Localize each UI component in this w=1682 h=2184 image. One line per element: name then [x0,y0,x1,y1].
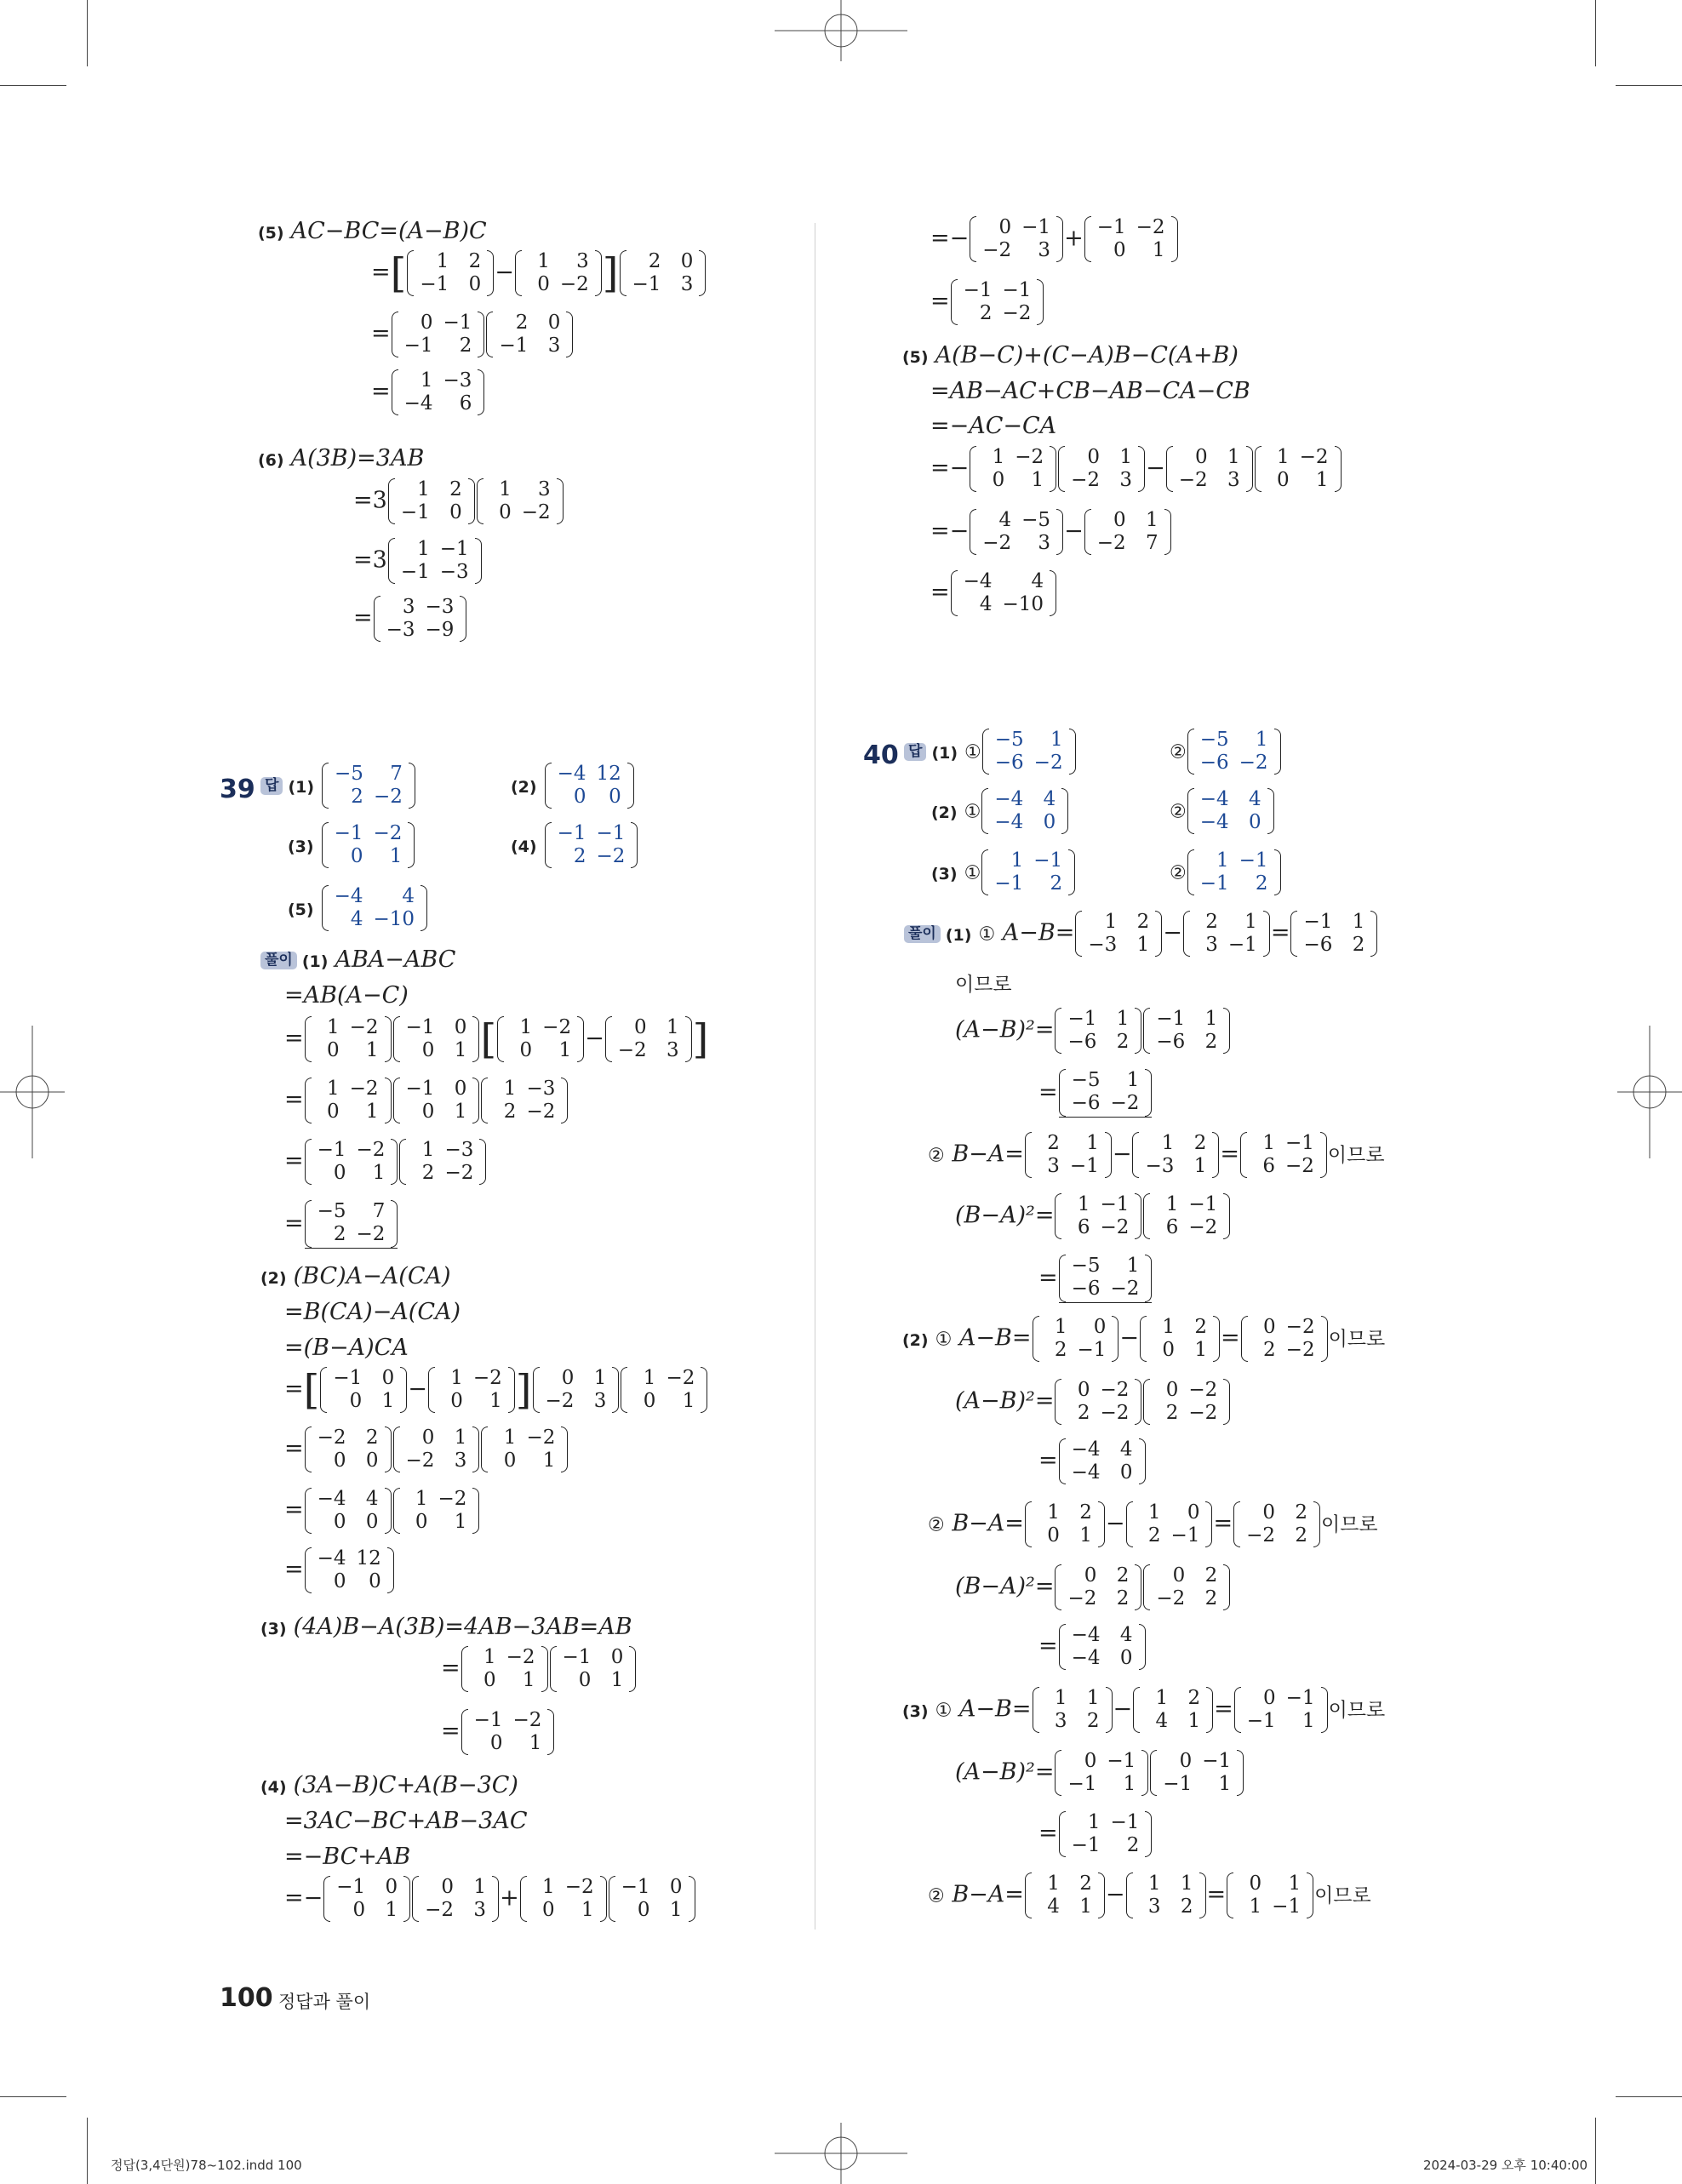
matrix: −1 0 0 1 [550,1646,637,1692]
matrix: 0 1 −2 3 [393,1426,480,1472]
matrix: 1 −3 −4 6 [392,369,485,415]
matrix: −1 1 −6 2 [1143,1008,1230,1054]
q39-ans-2: (2) −4 12 0 0 [511,763,635,809]
matrix: 4 −5 −2 3 [970,509,1063,555]
footer-title: 정답과 풀이 [278,1992,371,2012]
matrix: 1 −2 0 1 [1255,446,1342,492]
eq: = [441,1655,461,1682]
answer-badge: 답 [904,743,926,761]
eq: = [930,579,950,606]
q40-ans-3b [1170,849,1282,895]
crop-mark [1616,2096,1682,2097]
eq: = [371,320,391,347]
eq: = [1038,1632,1058,1660]
circle-two: ② [1170,741,1187,763]
expr: (A−B)²= [955,1758,1055,1786]
r5-step5: =− 4 −5 −2 3 − 0 1 −2 7 [930,509,1172,555]
r4-step2 [930,279,1044,325]
expr: AC−BC=(A−B)C [290,218,487,244]
matrix: 0 −1 −1 2 [392,312,485,357]
expr: (4A)B−A(3B)=4AB−3AB=AB [293,1614,632,1640]
p6-step3 [353,596,467,642]
solution-badge: 풀이 [904,925,941,943]
circle-one: ① [935,1329,953,1351]
matrix: −5 1 −6 −2 [1059,1255,1153,1303]
q39-sol-1-l3: = 1 −2 0 1 −1 0 0 1 [ 1 −2 0 1 − 0 1 −2 3 ] [284,1015,709,1064]
expr: A−B= [958,1695,1032,1723]
matrix: 1 −2 0 1 [497,1016,584,1062]
q39-sol-2-heading: (2) (BC)A−A(CA) [260,1263,451,1289]
expr: A−B= [1002,919,1075,946]
matrix: 0 2 −2 2 [1055,1564,1141,1610]
crop-mark [1616,85,1682,86]
q39-sol-2-l2 [284,1301,461,1324]
crop-mark [87,2118,88,2184]
matrix: −4 4 −4 0 [1059,1438,1146,1484]
r4-step1: =− 0 −1 −2 3 + −1 −2 0 1 [930,216,1179,262]
eq: = [353,604,373,632]
expr: (A−B)²= [955,1387,1055,1415]
matrix: −1 0 0 1 [609,1876,695,1922]
eq: = [930,455,950,482]
matrix: 1 1 3 2 [1126,1872,1206,1918]
q40-sol-3-l1: (3) ① A−B= 1 1 3 2 − 1 2 4 1 = 0 −1 −1 1 이므로 [902,1687,1386,1733]
expr: =(B−A)CA [284,1335,409,1361]
matrix: −2 2 0 0 [305,1426,392,1472]
matrix: −1 −2 0 1 [1084,216,1178,262]
p6-step1: =3 1 2 −1 0 1 3 0 −2 [353,478,564,524]
expr: B−A= [952,1510,1024,1537]
imeuro: 이므로 [1314,1884,1371,1907]
matrix: −1 0 0 1 [393,1016,480,1062]
matrix: 0 1 −2 3 [605,1016,692,1062]
q39-sol-2-l3 [284,1336,409,1359]
r5-line3 [930,415,1056,437]
eq: = [284,1435,304,1462]
q39-ans-1: 답 (1) −5 7 2 −2 [260,763,416,809]
circle-two: ② [1170,801,1187,823]
circle-one: ① [964,862,981,884]
q40-sol-2-l1: (2) ① A−B= 1 0 2 −1 − 1 2 0 1 = 0 −2 2 −2 이므로 [902,1316,1386,1362]
eq: = [930,225,950,252]
eq: = [284,1086,304,1113]
matrix: −4 4 −4 0 [981,788,1068,834]
q39-sol-3-heading: (3) (4A)B−A(3B)=4AB−3AB=AB [260,1614,632,1640]
matrix: 2 1 3 −1 [1025,1132,1112,1178]
expr: =−BC+AB [284,1844,411,1870]
registration-mark-top [775,0,907,61]
eq: = [284,1147,304,1175]
p6-heading: (6) A(3B)=3AB [258,445,425,472]
q40-sol-1-l7 [1038,1255,1153,1303]
matrix: −1 −2 0 1 [322,822,415,868]
matrix: −5 1 −6 −2 [1187,729,1281,775]
matrix: 1 3 0 −2 [515,250,602,296]
matrix: 1 −2 0 1 [621,1367,707,1413]
matrix: −4 4 −4 0 [1059,1624,1146,1670]
matrix: 0 −2 2 −2 [1241,1316,1328,1362]
matrix: 1 −1 6 −2 [1143,1193,1230,1239]
eq: = [284,1556,304,1583]
circle-two: ② [928,1145,945,1167]
eq: = [1038,1079,1058,1106]
q39-sol-1-heading: 풀이 (1) ABA−ABC [260,948,455,971]
crop-mark [1595,0,1596,66]
circle-one: ① [964,801,981,823]
expr: B−A= [952,1141,1024,1168]
matrix: 0 1 −2 3 [412,1876,499,1922]
matrix: 1 −1 −1 −3 [388,538,482,584]
matrix: −1 0 0 1 [393,1078,480,1123]
expr: A−B= [958,1324,1032,1352]
q40-sol-1-l3 [955,1008,1231,1054]
q40-ans-2: (2) ① −4 4 −4 0 [931,788,1069,834]
eq: = [284,1025,304,1052]
expr: =3AC−BC+AB−3AC [284,1808,528,1834]
eq: = [930,517,950,545]
eq: = [353,487,373,514]
matrix: −1 −2 0 1 [461,1709,555,1755]
eq: = [930,288,950,315]
circle-two: ② [928,1514,945,1536]
q39-sol-1-l6 [284,1200,398,1249]
p5-step1: =[ 1 2 −1 0 − 1 3 0 −2 ] 2 0 −1 3 [371,250,707,296]
matrix: 0 2 −2 2 [1233,1501,1320,1547]
q40-sol-3-l4: ② B−A= 1 2 4 1 − 1 1 3 2 = 0 1 1 −1 이므로 [928,1872,1371,1918]
matrix: −1 −1 2 −2 [951,279,1044,325]
expr: A(3B)=3AB [290,445,425,472]
matrix: −4 4 4 −10 [951,570,1056,616]
q40-sol-3-l2 [955,1750,1244,1796]
matrix: −1 −1 2 −2 [545,822,638,868]
p6-step2: =3 1 −1 −1 −3 [353,538,483,584]
circle-two: ② [1170,862,1187,884]
matrix: −1 0 0 1 [320,1367,407,1413]
registration-mark-left [0,1026,65,1158]
matrix: 1 −1 6 −2 [1240,1132,1327,1178]
matrix: −1 1 −6 2 [1055,1008,1141,1054]
matrix: 1 0 2 −1 [1126,1501,1213,1547]
matrix: 0 −2 2 −2 [1055,1379,1141,1425]
matrix: 0 1 −2 3 [1166,446,1253,492]
q40-sol-1-l4 [1038,1069,1153,1118]
matrix: 1 −2 0 1 [428,1367,515,1413]
eq: = [371,378,391,405]
matrix: −1 −2 0 1 [305,1139,398,1185]
matrix: 1 −2 0 1 [305,1016,392,1062]
matrix: 1 −1 −1 2 [981,849,1075,895]
q40-sol-1-l6 [955,1193,1231,1239]
q40-sol-2-l4: ② B−A= 1 2 0 1 − 1 0 2 −1 = 0 2 −2 2 이므로 [928,1501,1378,1547]
q39-sol-1-l4 [284,1078,569,1123]
q40-sol-2-l6 [1038,1624,1147,1670]
expr: (B−A)²= [955,1202,1055,1229]
p5-heading: (5) AC−BC=(A−B)C [258,218,487,244]
q40-ans-2b [1170,788,1275,834]
eq: = [1038,1447,1058,1474]
matrix: 1 2 −1 0 [407,250,494,296]
r5-step6 [930,570,1057,616]
matrix: 0 1 −2 3 [533,1367,620,1413]
slug-left: 정답(3,4단원)78~102.indd 100 [111,2158,302,2173]
matrix: 0 −1 −1 1 [1234,1687,1328,1733]
q39-sol-2-l7 [284,1547,395,1593]
q40-sol-1-l1: 풀이 (1) ① A−B= 1 2 −3 1 − 2 1 3 −1 = −1 1 −6 2 [904,911,1378,957]
crop-mark [0,2096,66,2097]
imeuro: 이므로 [1327,1144,1385,1167]
eq: = [284,1210,304,1238]
matrix: 1 2 −3 1 [1075,911,1162,957]
matrix: 1 −3 2 −2 [481,1078,568,1123]
q39-sol-1-l5 [284,1139,487,1185]
q40-sol-3-l3 [1038,1811,1153,1857]
imeuro: 이므로 [1328,1699,1386,1722]
matrix: −1 1 −6 2 [1290,911,1377,957]
matrix: 1 −2 0 1 [305,1078,392,1123]
matrix: 1 −2 0 1 [481,1426,568,1472]
circle-one: ① [964,741,981,763]
matrix: 1 2 0 1 [1140,1316,1220,1362]
matrix: −4 4 −4 0 [1187,788,1274,834]
expr: (A−B)²= [955,1016,1055,1043]
expr: =B(CA)−A(CA) [284,1299,461,1325]
expr: =AB(A−C) [284,982,409,1009]
registration-mark-right [1617,1026,1682,1158]
solution-badge: 풀이 [260,952,297,969]
q40-ans-1: 답 (1) ① −5 1 −6 −2 [904,729,1077,775]
registration-mark-bottom [775,2123,907,2184]
q39-sol-2-l6 [284,1488,480,1534]
expr: =−AC−CA [930,413,1057,439]
circle-two: ② [928,1885,945,1907]
matrix: −4 12 0 0 [545,763,634,809]
matrix: 0 −2 2 −2 [1143,1379,1230,1425]
q40-ans-1b [1170,729,1282,775]
matrix: −5 7 2 −2 [305,1200,398,1249]
q39-sol-2-l4: =[ −1 0 0 1 − 1 −2 0 1 ] 0 1 −2 3 1 −2 0 1 [284,1367,708,1413]
q39-sol-4-l2 [284,1810,528,1832]
matrix: −5 1 −6 −2 [1059,1069,1153,1118]
p5-step3 [371,369,485,415]
q39-ans-4: (4) −1 −1 2 −2 [511,822,638,868]
matrix: −1 0 0 1 [323,1876,410,1922]
matrix: 1 −3 2 −2 [399,1139,486,1185]
expr: A(B−C)+(C−A)B−C(A+B) [935,342,1239,369]
q39-sol-4-heading: (4) (3A−B)C+A(B−3C) [260,1772,518,1798]
page-number: 100 [220,1983,273,2013]
expr: =AB−AC+CB−AB−CA−CB [930,378,1250,404]
matrix: 2 1 3 −1 [1183,911,1270,957]
q39-ans-5: (5) −4 4 4 −10 [288,885,428,931]
q40-sol-1-l5: ② B−A= 2 1 3 −1 − 1 2 −3 1 = 1 −1 6 −2 이므로 [928,1132,1385,1178]
matrix: 3 −3 −3 −9 [374,596,467,642]
q39-sol-3-l3 [441,1709,555,1755]
eq: = [371,259,391,286]
circle-one: ① [978,923,996,946]
matrix: 1 −1 6 −2 [1055,1193,1141,1239]
matrix: 0 −1 −1 1 [1150,1750,1244,1796]
eq: = [1038,1265,1058,1292]
matrix: 1 1 3 2 [1033,1687,1113,1733]
eq: = [441,1718,461,1745]
matrix: −5 7 2 −2 [322,763,415,809]
matrix: 0 −1 −1 1 [1055,1750,1148,1796]
q39-ans-3: (3) −1 −2 0 1 [288,822,415,868]
expr: B−A= [952,1881,1024,1908]
matrix: 0 1 −2 3 [1058,446,1145,492]
matrix: −4 4 4 −10 [322,885,427,931]
q40-sol-2-l2 [955,1379,1231,1425]
q39-sol-4-l4: =− −1 0 0 1 0 1 −2 3 + 1 −2 0 1 −1 0 0 1 [284,1876,696,1922]
crop-mark [87,0,88,66]
matrix: 1 −2 0 1 [520,1876,607,1922]
r5-heading: (5) A(B−C)+(C−A)B−C(A+B) [902,342,1239,369]
p5-step2 [371,312,574,357]
matrix: 0 1 1 −1 [1227,1872,1313,1918]
q40-ans-3: (3) ① 1 −1 −1 2 [931,849,1076,895]
imeuro: 이므로 [1320,1513,1378,1536]
matrix: 1 −2 0 1 [970,446,1056,492]
q39-sol-3-l2 [441,1646,637,1692]
crop-mark [1595,2118,1596,2184]
matrix: −4 12 0 0 [305,1547,394,1593]
expr: (BC)A−A(CA) [293,1263,451,1289]
question-number-39: 39 [220,775,255,804]
matrix: 1 2 4 1 [1133,1687,1213,1733]
matrix: −4 4 0 0 [305,1488,392,1534]
matrix: 1 3 0 −2 [477,478,564,524]
matrix: 1 −1 −1 2 [1187,849,1281,895]
matrix: 1 2 0 1 [1025,1501,1105,1547]
matrix: 0 −1 −2 3 [970,216,1063,262]
matrix: 1 2 −1 0 [388,478,475,524]
q40-sol-1-imeuro: 이므로 [955,974,1012,996]
question-number-40: 40 [863,740,899,770]
q40-sol-2-l5 [955,1564,1231,1610]
eq: = [284,1375,304,1403]
expr: (B−A)²= [955,1573,1055,1600]
q39-sol-4-l3 [284,1845,410,1868]
imeuro: 이므로 [1328,1328,1386,1351]
matrix: −5 1 −6 −2 [982,729,1076,775]
r5-step4: =− 1 −2 0 1 0 1 −2 3 − 0 1 −2 3 1 −2 0 1 [930,446,1342,492]
eq: = [353,546,373,574]
q39-sol-2-l5 [284,1426,569,1472]
answer-badge: 답 [260,777,283,795]
crop-mark [0,85,66,86]
q40-sol-2-l3 [1038,1438,1147,1484]
eq: = [1038,1820,1058,1847]
matrix: 1 −2 0 1 [461,1646,548,1692]
matrix: 2 0 −1 3 [486,312,573,357]
matrix: 1 −2 0 1 [393,1488,480,1534]
r5-line2 [930,380,1250,403]
matrix: 0 2 −2 2 [1143,1564,1230,1610]
matrix: 1 2 4 1 [1025,1872,1105,1918]
slug-right: 2024-03-29 오후 10:40:00 [1423,2158,1588,2173]
matrix: 1 −1 −1 2 [1059,1811,1153,1857]
matrix: 1 0 2 −1 [1033,1316,1119,1362]
matrix: 0 1 −2 7 [1084,509,1171,555]
expr: ABA−ABC [335,946,456,973]
circle-one: ① [935,1700,953,1722]
q39-sol-1-l2 [284,984,409,1007]
matrix: 2 0 −1 3 [620,250,707,296]
eq: = [284,1884,304,1912]
expr: (3A−B)C+A(B−3C) [293,1772,518,1798]
eq: = [284,1496,304,1524]
matrix: 1 2 −3 1 [1132,1132,1219,1178]
